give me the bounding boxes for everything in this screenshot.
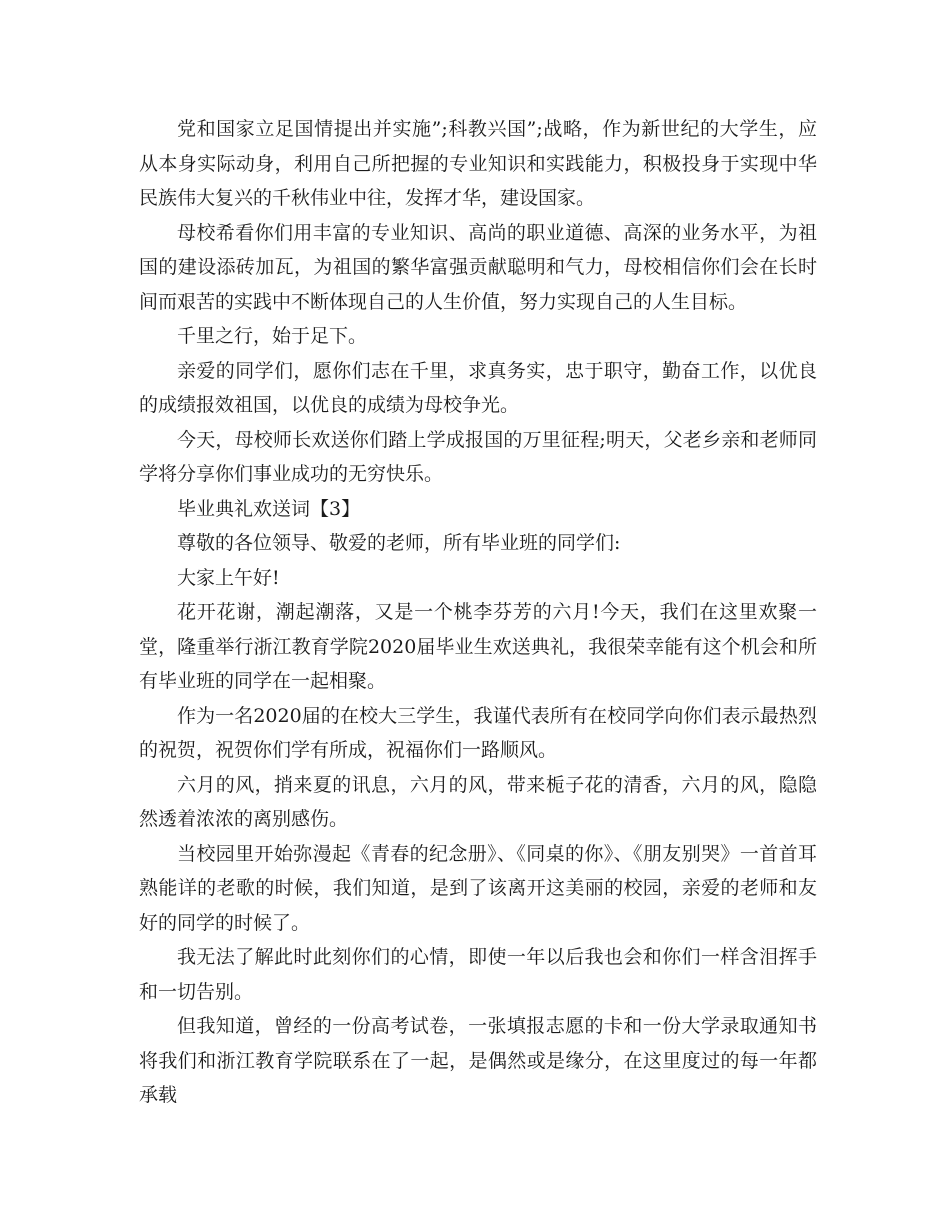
document-body (139, 112, 817, 1113)
paragraph: 我无法了解此时此刻你们的心情，即使一年以后我也会和你们一样含泪挥手和一切告别。 (139, 946, 817, 1003)
paragraph: 亲爱的同学们，愿你们志在千里，求真务实，忠于职守，勤奋工作，以优良的成绩报效祖国，以优良的成绩为母校争光。 (139, 359, 817, 416)
paragraph: 党和国家立足国情提出并实施”;科教兴国”;战略，作为新世纪的大学生，应从本身实际动身，利用自己所把握的专业知识和实践能力，积极投身于实现中华民族伟大复兴的千秋伟业中往，发挥才华，建设国家。 (139, 118, 817, 209)
salutation: 尊敬的各位领导、敬爱的老师，所有毕业班的同学们: (177, 532, 621, 554)
paragraph: 作为一名2020届的在校大三学生，我谨代表所有在校同学向你们表示最热烈的祝贺，祝贺你们学有所成，祝福你们一路顺风。 (139, 704, 817, 761)
paragraph: 六月的风，捎来夏的讯息，六月的风，带来栀子花的清香，六月的风，隐隐然透着浓浓的离别感伤。 (139, 773, 817, 830)
paragraph: 但我知道，曾经的一份高考试卷，一张填报志愿的卡和一份大学录取通知书将我们和浙江教育学院联系在了一起，是偶然或是缘分，在这里度过的每一年都承载 (139, 1015, 817, 1106)
paragraph: 当校园里开始弥漫起《青春的纪念册》、《同桌的你》、《朋友别哭》一首首耳熟能详的老歌的时候，我们知道，是到了该离开这美丽的校园，亲爱的老师和友好的同学的时候了。 (139, 842, 817, 934)
paragraph: 今天，母校师长欢送你们踏上学成报国的万里征程;明天，父老乡亲和老师同学将分享你们事业成功的无穷快乐。 (139, 428, 817, 485)
greeting: 大家上午好! (177, 566, 280, 589)
paragraph: 千里之行，始于足下。 (177, 325, 368, 347)
paragraph: 花开花谢，潮起潮落，又是一个桃李芬芳的六月!今天，我们在这里欢聚一堂，隆重举行浙江教育学院2020届毕业生欢送典礼，我很荣幸能有这个机会和所有毕业班的同学在一起相聚。 (139, 601, 817, 692)
paragraph: 母校希看你们用丰富的专业知识、高尚的职业道德、高深的业务水平，为祖国的建设添砖加瓦，为祖国的繁华富强贡献聪明和气力，母校相信你们会在长时间而艰苦的实践中不断体现自己的人生价值，努力实现自己的人生目标。 (139, 221, 817, 313)
section-heading: 毕业典礼欢送词【3】 (177, 497, 361, 520)
